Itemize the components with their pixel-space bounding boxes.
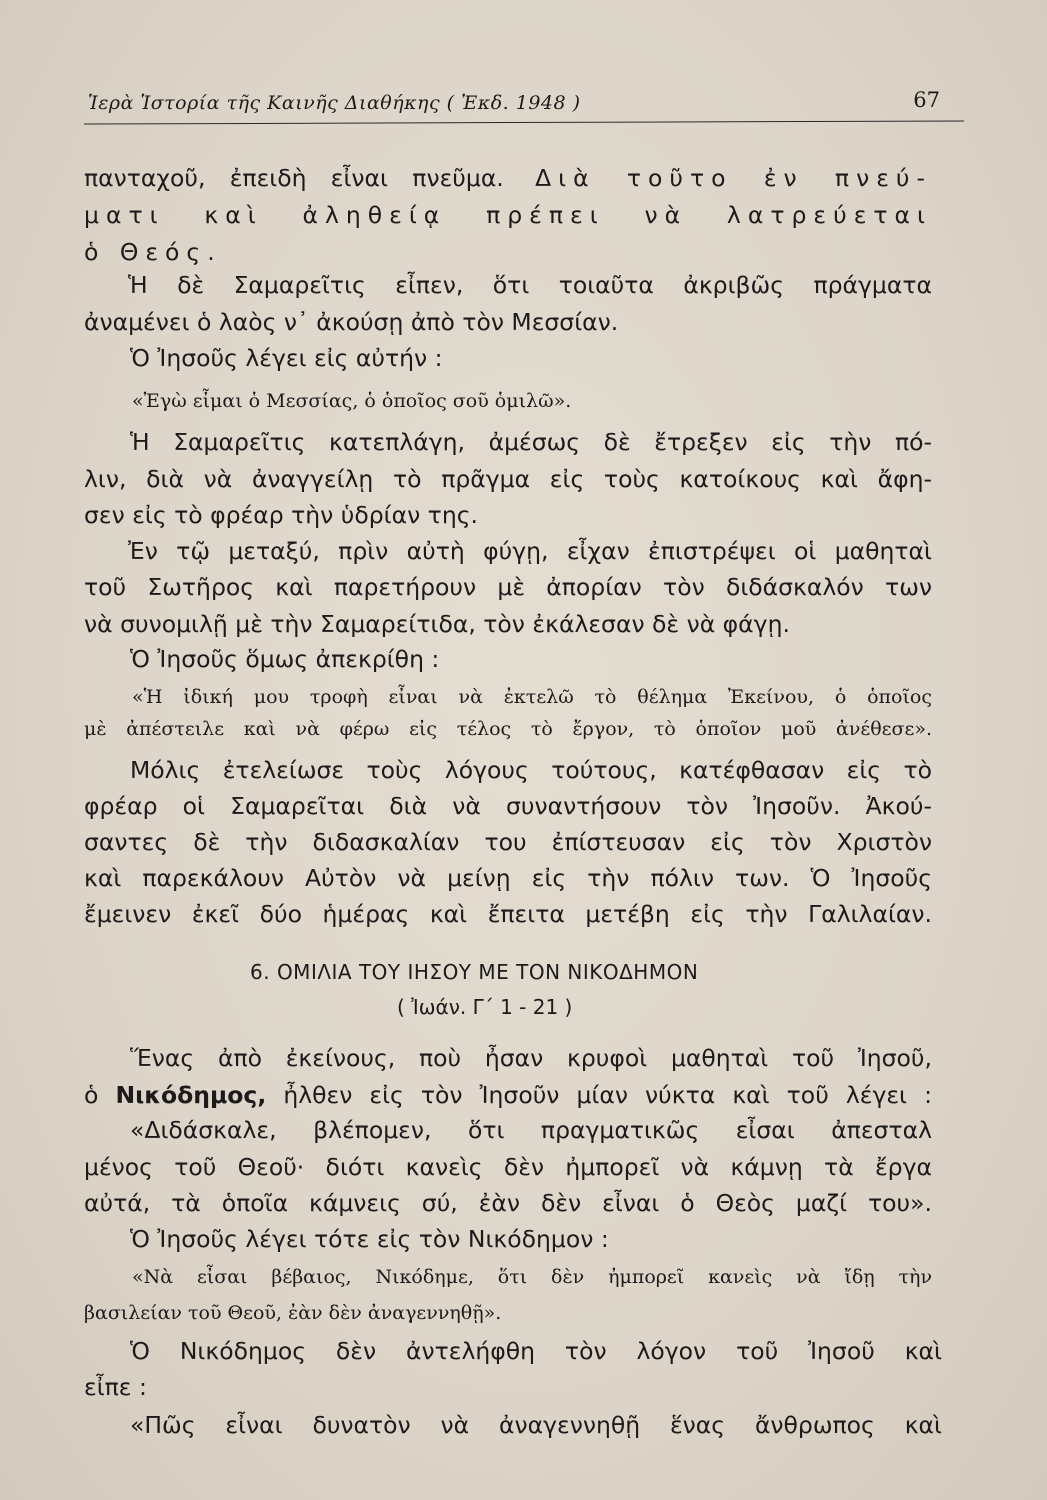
page-number: 67 [913,88,940,112]
text-line: νὰ συνομιλῇ μὲ τὴν Σαμαρείτιδα, τὸν ἐκάλεσαν δὲ νὰ φάγῃ. [84,610,790,638]
text-line: Ἡ Σαμαρεῖτις κατεπλάγη, ἀμέσως δὲ ἔτρεξεν εἰς τὴν πό- [130,428,932,456]
bold-name: Νικόδημος, [115,1081,267,1109]
running-header [80,86,960,122]
text-line: Ὁ Ἰησοῦς λέγει εἰς αὐτήν : [130,344,443,372]
quotation-line: μὲ ἀπέστειλε καὶ νὰ φέρω εἰς τέλος τὸ ἔργον, τὸ ὁποῖον μοῦ ἀνέθεσε». [84,718,932,740]
text-line: «Πῶς εἶναι δυνατὸν νὰ ἀναγεννηθῇ ἕνας ἄνθρωπος καὶ [130,1411,942,1439]
text-line: Ὁ Νικόδημος δὲν ἀντελήφθη τὸν λόγον τοῦ Ἰησοῦ καὶ [130,1337,942,1365]
quotation-line: «Ἐγὼ εἶμαι ὁ Μεσσίας, ὁ ὁποῖος σοῦ ὁμιλῶ». [132,390,572,412]
text-line: λιν, διὰ νὰ ἀναγγείλῃ τὸ πρᾶγμα εἰς τοὺς κατοίκους καὶ ἄφη- [84,465,932,493]
text-line: σαντες δὲ τὴν διδασκαλίαν του ἐπίστευσαν εἰς τὸν Χριστὸν [84,828,932,856]
quotation-line: «Ἡ ἰδική μου τροφὴ εἶναι νὰ ἐκτελῶ τὸ θέλημα Ἐκείνου, ὁ ὁποῖος [132,686,932,708]
text-line [84,1080,932,1110]
text-line: «Διδάσκαλε, βλέπομεν, ὅτι πραγματικῶς εἶσαι ἀπεσταλ [130,1116,932,1144]
quotation-line: «Νὰ εἶσαι βέβαιος, Νικόδημε, ὅτι δὲν ἠμπορεῖ κανεὶς νὰ ἴδῃ τὴν [132,1266,932,1288]
text-line: εἶπε : [84,1373,147,1401]
text-segment-spaced: Διὰ τοῦτο ἐν πνεύ- [503,164,932,192]
section-reference: ( Ἰωάν. Γ΄ 1 - 21 ) [397,995,573,1019]
text-line: Ἐν τῷ μεταξύ, πρὶν αὐτὴ φύγῃ, εἶχαν ἐπιστρέψει οἱ μαθηταὶ [128,537,932,565]
text-segment: ἦλθεν εἰς τὸν Ἰησοῦν μίαν νύκτα καὶ τοῦ λέγει : [266,1081,932,1109]
text-line: τοῦ Σωτῆρος καὶ παρετήρουν μὲ ἀπορίαν τὸν διδάσκαλόν των [84,573,932,601]
section-heading: 6. ΟΜΙΛΙΑ ΤΟΥ ΙΗΣΟΥ ΜΕ ΤΟΝ ΝΙΚΟΔΗΜΟΝ [250,960,699,984]
text-line: Μόλις ἐτελείωσε τοὺς λόγους τούτους, κατέφθασαν εἰς τὸ [130,756,932,784]
text-segment: ὁ [84,1081,116,1109]
text-line: ἔμεινεν ἐκεῖ δύο ἡμέρας καὶ ἔπειτα μετέβη εἰς τὴν Γαλιλαίαν. [84,900,932,928]
text-line: ὁ Θεός. [84,238,222,266]
text-line: αὐτά, τὰ ὁποῖα κάμνεις σύ, ἐὰν δὲν εἶναι ὁ Θεὸς μαζί του». [84,1189,932,1217]
text-segment: πανταχοῦ, ἐπειδὴ εἶναι πνεῦμα. [84,164,504,192]
text-line: Ἡ δὲ Σαμαρεῖτις εἶπεν, ὅτι τοιαῦτα ἀκριβῶς πράγματα [128,271,932,299]
text-line: σεν εἰς τὸ φρέαρ τὴν ὑδρίαν της. [84,501,478,529]
text-line: φρέαρ οἱ Σαμαρεῖται διὰ νὰ συναντήσουν τὸν Ἰησοῦν. Ἀκού- [84,792,932,820]
running-title: Ἱερὰ Ἱστορία τῆς Καινῆς Διαθήκης ( Ἐκδ. 1948 ) [88,92,581,114]
text-line: καὶ παρεκάλουν Αὐτὸν νὰ μείνῃ εἰς τὴν πόλιν των. Ὁ Ἰησοῦς [84,864,932,892]
text-line [84,163,932,193]
text-line: ματι καὶ ἀληθείᾳ πρέπει νὰ λατρεύεται [84,201,932,229]
text-line: Ὁ Ἰησοῦς ὅμως ἀπεκρίθη : [130,645,440,673]
text-line: Ἕνας ἀπὸ ἐκείνους, ποὺ ἦσαν κρυφοὶ μαθηταὶ τοῦ Ἰησοῦ, [130,1044,932,1072]
text-line: μένος τοῦ Θεοῦ· διότι κανεὶς δὲν ἠμπορεῖ νὰ κάμνῃ τὰ ἔργα [84,1153,932,1181]
text-line: ἀναμένει ὁ λαὸς ν᾽ ἀκούσῃ ἀπὸ τὸν Μεσσίαν. [84,308,619,336]
quotation-line: βασιλείαν τοῦ Θεοῦ, ἐὰν δὲν ἀναγεννηθῇ». [84,1302,502,1324]
text-line: Ὁ Ἰησοῦς λέγει τότε εἰς τὸν Νικόδημον : [130,1225,609,1253]
